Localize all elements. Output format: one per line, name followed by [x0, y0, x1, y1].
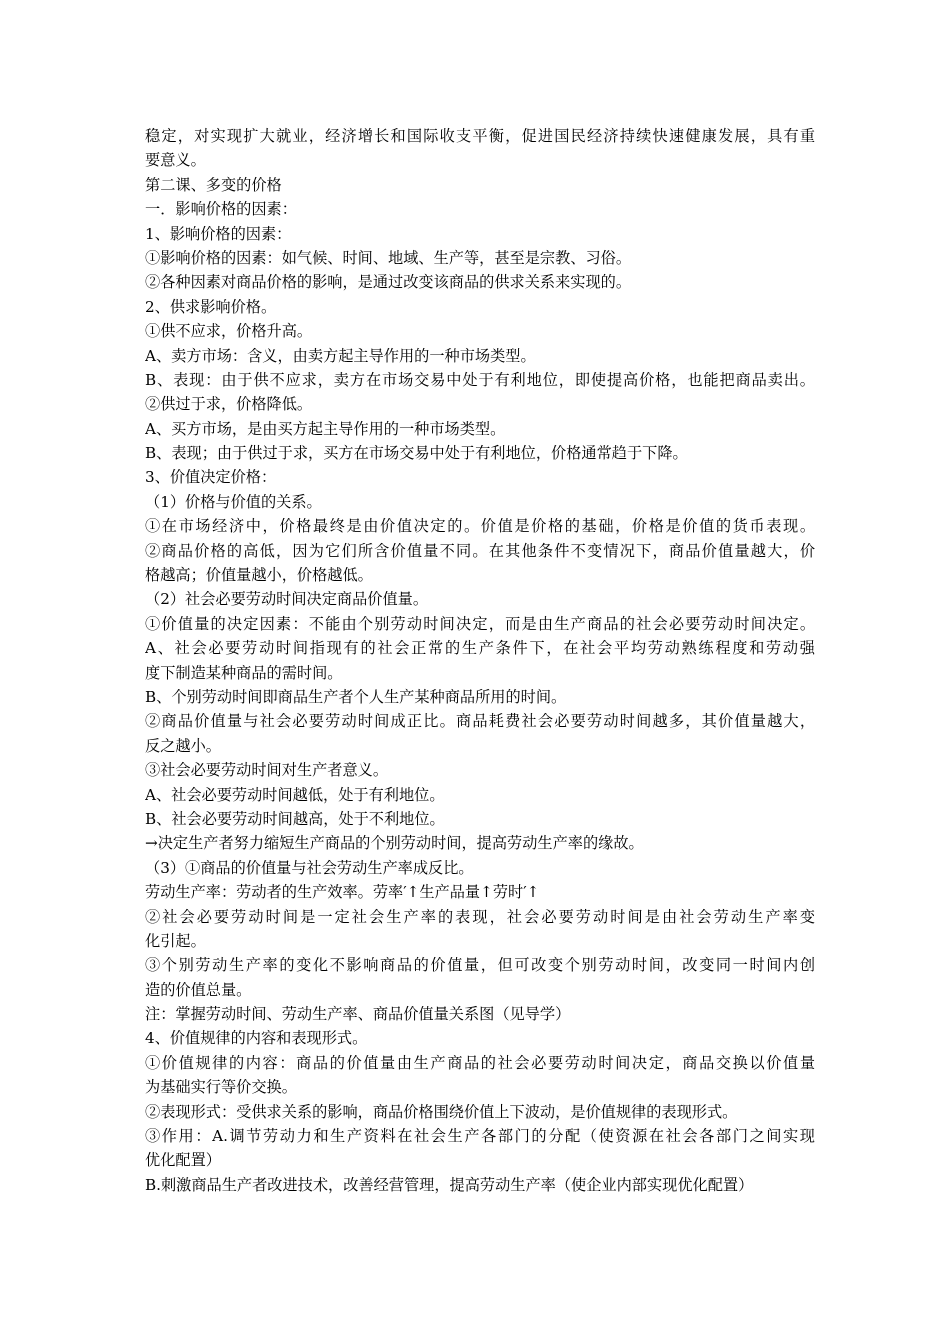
text-line: ②商品价值量与社会必要劳动时间成正比。商品耗费社会必要劳动时间越多，其价值量越大， — [145, 712, 815, 731]
text-line: ②社会必要劳动时间是一定社会生产率的表现，社会必要劳动时间是由社会劳动生产率变 — [145, 907, 815, 926]
text-line: 3、价值决定价格： — [145, 468, 277, 487]
text-line: ①供不应求，价格升高。 — [145, 322, 313, 341]
text-line: 要意义。 — [145, 151, 206, 170]
text-line: 优化配置） — [145, 1151, 221, 1170]
text-line: ③作用：A.调节劳动力和生产资料在社会生产各部门的分配（使资源在社会各部门之间实现 — [145, 1127, 815, 1146]
text-line: 度下制造某种商品的需时间。 — [145, 663, 343, 682]
text-line: （2）社会必要劳动时间决定商品价值量。 — [145, 590, 429, 609]
text-line: ②各种因素对商品价格的影响，是通过改变该商品的供求关系来实现的。 — [145, 273, 631, 292]
text-line: ③社会必要劳动时间对生产者意义。 — [145, 761, 388, 780]
text-line: ②供过于求，价格降低。 — [145, 395, 313, 414]
text-line: ③个别劳动生产率的变化不影响商品的价值量，但可改变个别劳动时间，改变同一时间内创 — [145, 956, 815, 975]
text-line: B、表现；由于供过于求，买方在市场交易中处于有利地位，价格通常趋于下降。 — [145, 444, 688, 463]
text-line: 注：掌握劳动时间、劳动生产率、商品价值量关系图（见导学） — [145, 1005, 571, 1024]
text-line: 反之越小。 — [145, 736, 221, 755]
document-body — [145, 124, 815, 1197]
text-line: →决定生产者努力缩短生产商品的个别劳动时间，提高劳动生产率的缘故。 — [145, 834, 644, 853]
text-line: 化引起。 — [145, 931, 206, 950]
text-line: ②商品价格的高低，因为它们所含价值量不同。在其他条件不变情况下，商品价值量越大，价 — [145, 541, 815, 560]
text-line: 格越高；价值量越小，价格越低。 — [145, 566, 373, 585]
text-line: ①影响价格的因素：如气候、时间、地域、生产等，甚至是宗教、习俗。 — [145, 248, 631, 267]
text-line: 为基础实行等价交换。 — [145, 1078, 297, 1097]
text-line: A、卖方市场：含义，由卖方起主导作用的一种市场类型。 — [145, 346, 536, 365]
text-line: ①价值规律的内容：商品的价值量由生产商品的社会必要劳动时间决定，商品交换以价值量 — [145, 1053, 815, 1072]
text-line: 2、供求影响价格。 — [145, 297, 277, 316]
text-line: （3）①商品的价值量与社会劳动生产率成反比。 — [145, 858, 474, 877]
text-line: 造的价值总量。 — [145, 980, 252, 999]
text-line: A、社会必要劳动时间越低，处于有利地位。 — [145, 785, 445, 804]
text-line: B、个别劳动时间即商品生产者个人生产某种商品所用的时间。 — [145, 687, 567, 706]
text-line: 稳定，对实现扩大就业，经济增长和国际收支平衡，促进国民经济持续快速健康发展，具有重 — [145, 127, 815, 145]
text-line: B、表现：由于供不应求，卖方在市场交易中处于有利地位，即使提高价格，也能把商品卖出。 — [145, 370, 815, 389]
text-line: ②表现形式：受供求关系的影响，商品价格围绕价值上下波动，是价值规律的表现形式。 — [145, 1102, 738, 1121]
text-line: ①在市场经济中，价格最终是由价值决定的。价值是价格的基础，价格是价值的货币表现。 — [145, 517, 815, 536]
text-line: B.刺激商品生产者改进技术，改善经营管理，提高劳动生产率（使企业内部实现优化配置） — [145, 1175, 754, 1194]
text-line: 第二课、多变的价格 — [145, 175, 282, 194]
text-line: A、社会必要劳动时间指现有的社会正常的生产条件下，在社会平均劳动熟练程度和劳动强 — [145, 639, 815, 658]
text-line: B、社会必要劳动时间越高，处于不利地位。 — [145, 809, 445, 828]
text-line: A、买方市场，是由买方起主导作用的一种市场类型。 — [145, 419, 506, 438]
text-line: （1）价格与价值的关系。 — [145, 492, 322, 511]
text-line: 一．影响价格的因素： — [145, 200, 297, 219]
text-line: 4、价值规律的内容和表现形式。 — [145, 1029, 368, 1048]
text-line: 劳动生产率：劳动者的生产效率。劳率′↑生产品量↑劳时′↑ — [145, 883, 540, 902]
text-line: 1、影响价格的因素： — [145, 224, 292, 243]
text-line: ①价值量的决定因素：不能由个别劳动时间决定，而是由生产商品的社会必要劳动时间决定。 — [145, 614, 815, 633]
